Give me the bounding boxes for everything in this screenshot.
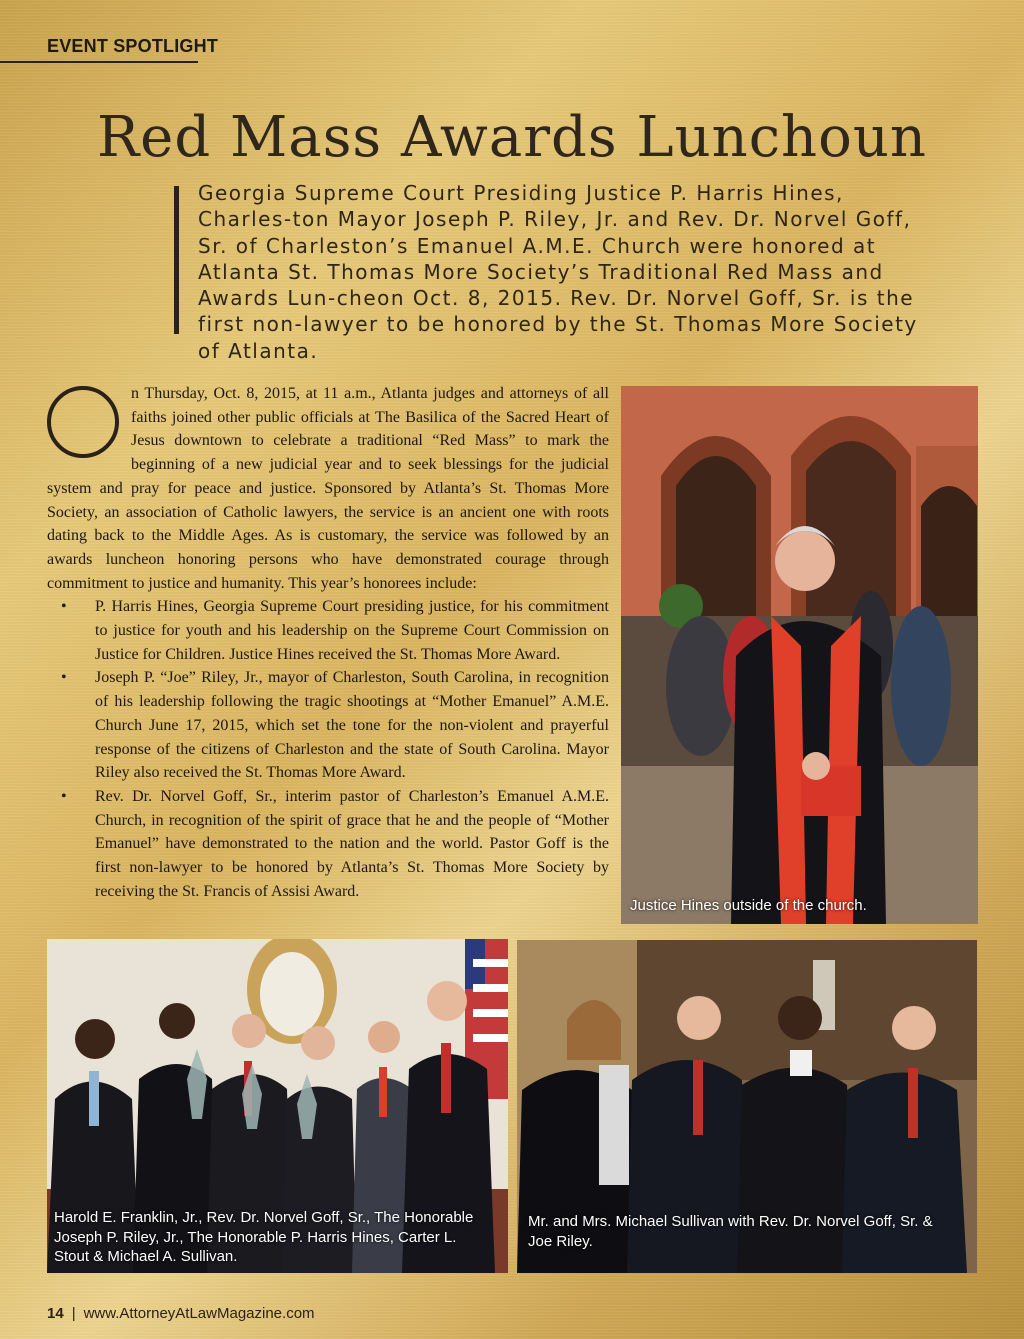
footer-url[interactable]: www.AttorneyAtLawMagazine.com (83, 1305, 315, 1322)
footer-separator: | (71, 1305, 76, 1322)
section-rule (0, 61, 198, 63)
page-footer (47, 1305, 315, 1322)
deck-summary: Georgia Supreme Court Presiding Justice P. Harris Hines, Charles-ton Mayor Joseph P. Riley, Jr. and Rev. Dr. Norvel Goff, Sr. of Charleston’s Emanuel A.M.E. Church were honored at Atlanta St. Thomas More Society’s Traditional Red Mass and Awards Lun-cheon Oct. 8, 2015. Rev. Dr. Norvel Goff, Sr. is the first non-lawyer to be honored by the St. Thomas More Society of Atlanta. (198, 181, 918, 363)
article-body (47, 382, 609, 903)
deck-accent-bar (174, 186, 179, 334)
church-photo-image (621, 386, 978, 924)
honoree-riley: • Joseph P. “Joe” Riley, Jr., mayor of Charleston, South Carolina, in recognition of his leadership following the tragic shootings at “Mother Emanuel” A.M.E. Church June 17, 2015, which set the tone for the non-violent and prayerful response of the citizens of Charleston and the state of South Carolina. Mayor Riley also received the St. Thomas More Award. (47, 666, 609, 785)
page-number: 14 (47, 1305, 64, 1322)
caption-sullivans: Mr. and Mrs. Michael Sullivan with Rev. Dr. Norvel Goff, Sr. & Joe Riley. (528, 1213, 933, 1250)
honoree-hines: • P. Harris Hines, Georgia Supreme Court presiding justice, for his commitment to justice for youth and his leadership on the Supreme Court Commission on Justice for Children. Justice Hines received the St. Thomas More Award. (47, 595, 609, 666)
section-label: EVENT SPOTLIGHT (47, 36, 219, 56)
headline: Red Mass Awards Lunchoun (97, 105, 927, 170)
article-intro: n Thursday, Oct. 8, 2015, at 11 a.m., Atlanta judges and attorneys of all faiths joined other public officials at The Basilica of the Sacred Heart of Jesus downtown to celebrate a traditional “Red Mass” to mark the beginning of a new judicial year and to seek blessings for the judicial system and pray for peace and justice. Sponsored by Atlanta’s St. Thomas More Society, an association of Catholic lawyers, the service is an ancient one with roots dating back to the Middle Ages. As is customary, the service was followed by an awards luncheon honoring persons who have demonstrated courage through commitment to justice and humanity. This year’s honorees include: (47, 385, 609, 592)
drop-cap-o (47, 386, 119, 458)
caption-honorees-group: Harold E. Franklin, Jr., Rev. Dr. Norvel Goff, Sr., The Honorable Joseph P. Riley, Jr., The Honorable P. Harris Hines, Carter L. Stout & Michael A. Sullivan. (54, 1209, 474, 1265)
honoree-goff: • Rev. Dr. Norvel Goff, Sr., interim pastor of Charleston’s Emanuel A.M.E. Church, in recognition of the spirit of grace that he and the people of “Mother Emanuel” have demonstrated to the nation and the world. Pastor Goff is the first non-lawyer to be honored by Atlanta’s St. Thomas More Society by receiving the St. Francis of Assisi Award. (47, 785, 609, 904)
photo-justice-hines (621, 386, 978, 924)
honoree-list (47, 595, 609, 903)
caption-justice-hines: Justice Hines outside of the church. (630, 897, 867, 914)
